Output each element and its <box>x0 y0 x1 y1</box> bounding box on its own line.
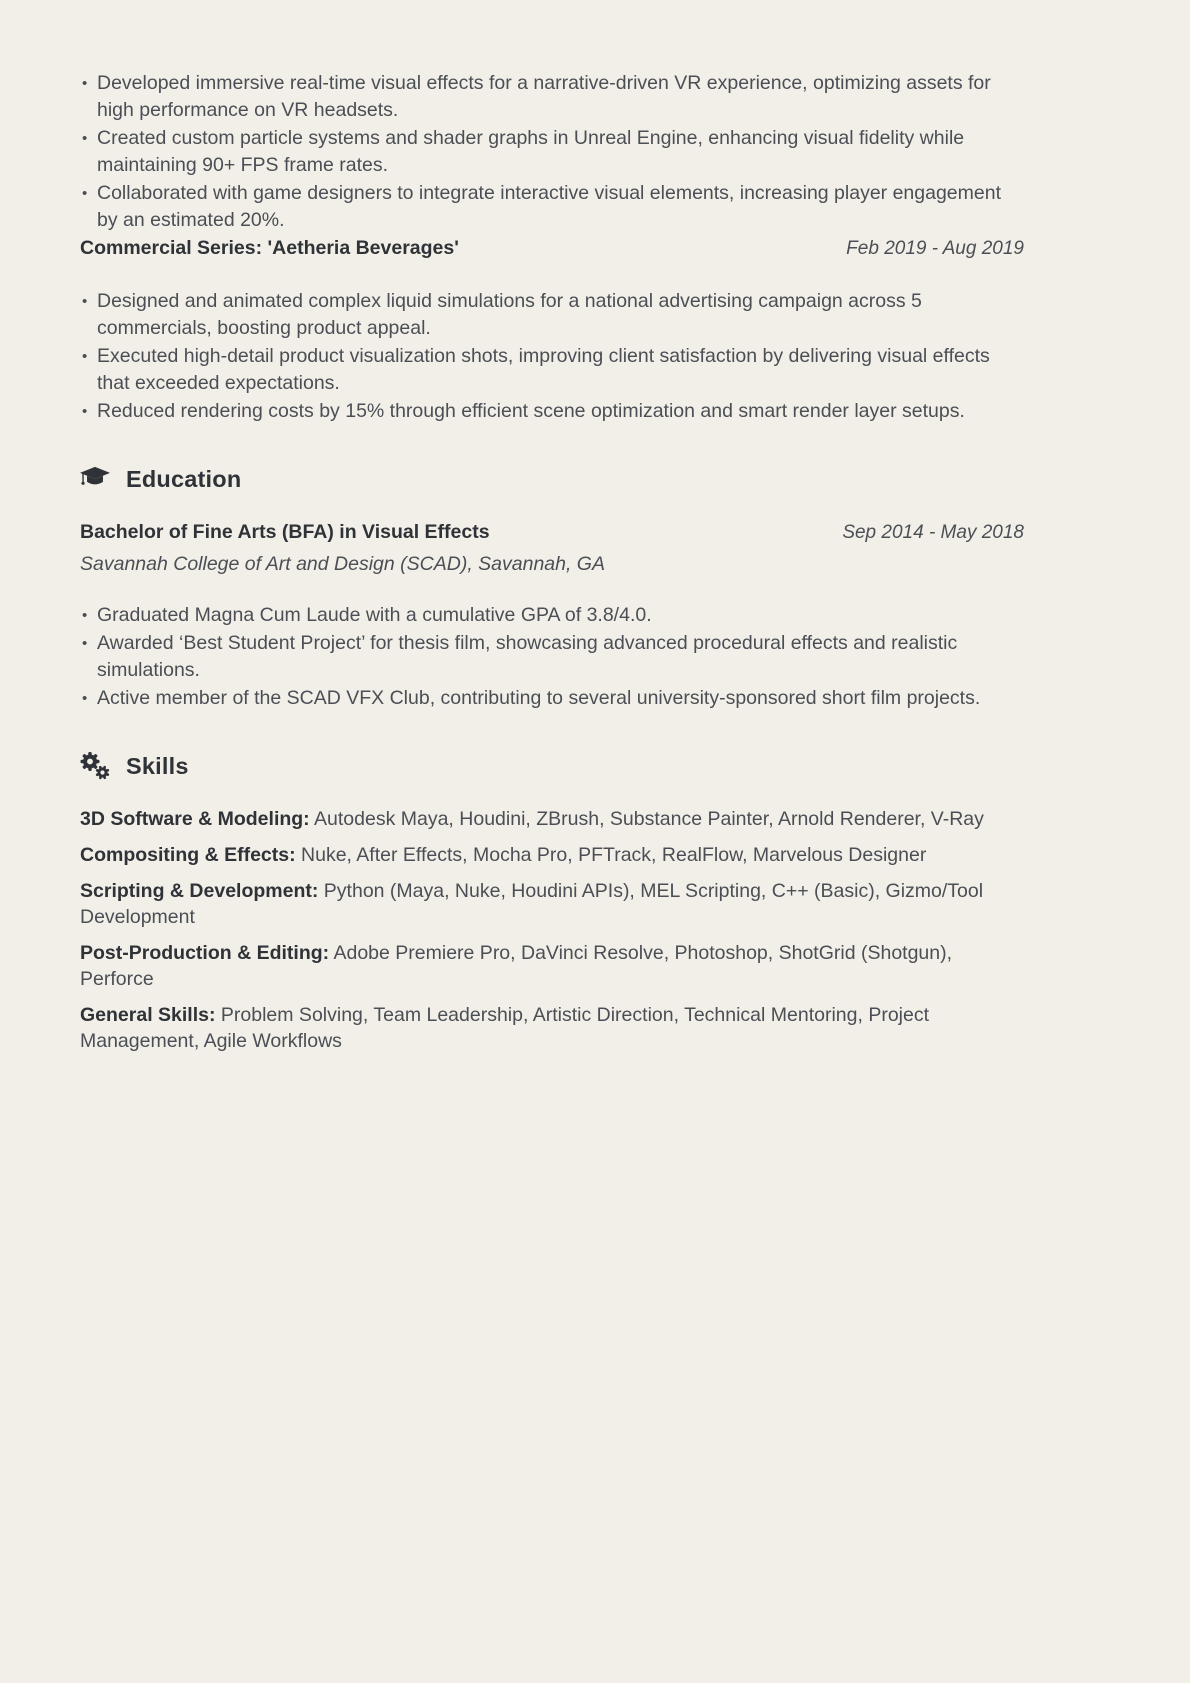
bullet-item <box>80 180 1024 234</box>
section-title: Skills <box>126 752 189 779</box>
experience-entry-title: Commercial Series: 'Aetheria Beverages' <box>80 237 459 259</box>
skill-category-label: Post-Production & Editing: <box>80 942 330 964</box>
bullet-text: Created custom particle systems and shader graphs in Unreal Engine, enhancing visual fidelity while maintaining 90+ FPS frame rates. <box>97 127 965 176</box>
gears-icon <box>80 752 110 780</box>
bullet-text: Collaborated with game designers to integrate interactive visual elements, increasing player engagement by an estimated 20%. <box>97 182 1002 231</box>
bullet-text: Graduated Magna Cum Laude with a cumulative GPA of 3.8/4.0. <box>97 604 652 626</box>
skill-category-items: Autodesk Maya, Houdini, ZBrush, Substance Painter, Arnold Renderer, V-Ray <box>314 808 984 830</box>
bullet-item <box>80 630 1024 684</box>
skill-category-label: Compositing & Effects: <box>80 844 296 866</box>
bullet-text: Designed and animated complex liquid simulations for a national advertising campaign across 5 commercials, boosting product appeal. <box>97 290 922 339</box>
skills-section-heading <box>80 752 1024 780</box>
bullet-text: Developed immersive real-time visual effects for a narrative-driven VR experience, optimizing assets for high performance on VR headsets. <box>97 72 991 121</box>
skill-category <box>80 1002 1024 1054</box>
bullet-item <box>80 398 1024 425</box>
skill-category-items: Problem Solving, Team Leadership, Artistic Direction, Technical Mentoring, Project Management, Agile Workflows <box>80 1004 930 1052</box>
skill-category-label: Scripting & Development: <box>80 880 319 902</box>
skill-category-items: Adobe Premiere Pro, DaVinci Resolve, Photoshop, ShotGrid (Shotgun), Perforce <box>80 942 953 990</box>
experience-entry-dates: Feb 2019 - Aug 2019 <box>846 238 1024 259</box>
bullet-text: Awarded ‘Best Student Project’ for thesis film, showcasing advanced procedural effects and realistic simulations. <box>97 632 958 681</box>
graduation-cap-icon <box>80 465 110 493</box>
degree-title: Bachelor of Fine Arts (BFA) in Visual Effects <box>80 521 490 543</box>
skill-category-items: Nuke, After Effects, Mocha Pro, PFTrack, RealFlow, Marvelous Designer <box>301 844 927 866</box>
bullet-item <box>80 343 1024 397</box>
bullet-item <box>80 288 1024 342</box>
experience-entry-header <box>80 235 1024 262</box>
skill-category-label: General Skills: <box>80 1004 216 1026</box>
bullet-text: Active member of the SCAD VFX Club, contributing to several university-sponsored short film projects. <box>97 687 981 709</box>
bullet-text: Reduced rendering costs by 15% through efficient scene optimization and smart render layer setups. <box>97 400 965 422</box>
skill-category-items: Python (Maya, Nuke, Houdini APIs), MEL Scripting, C++ (Basic), Gizmo/Tool Development <box>80 880 984 928</box>
skill-category <box>80 940 1024 992</box>
institution-line: Savannah College of Art and Design (SCAD), Savannah, GA <box>80 553 605 575</box>
bullet-item <box>80 70 1024 124</box>
previous-role-bullet-list <box>80 70 1024 234</box>
section-title: Education <box>126 465 242 492</box>
education-bullet-list <box>80 602 1024 712</box>
bullet-item <box>80 685 1024 712</box>
education-section-heading <box>80 465 1024 493</box>
skill-category-label: 3D Software & Modeling: <box>80 808 310 830</box>
skill-category <box>80 878 1024 930</box>
bullet-text: Executed high-detail product visualization shots, improving client satisfaction by delivering visual effects that exceeded expectations. <box>97 345 990 394</box>
experience-entry-bullet-list <box>80 288 1024 425</box>
skill-category <box>80 842 1024 868</box>
skill-category <box>80 806 1024 832</box>
bullet-item <box>80 125 1024 179</box>
bullet-item <box>80 602 1024 629</box>
education-entry-header <box>80 519 1024 546</box>
education-dates: Sep 2014 - May 2018 <box>842 522 1024 543</box>
